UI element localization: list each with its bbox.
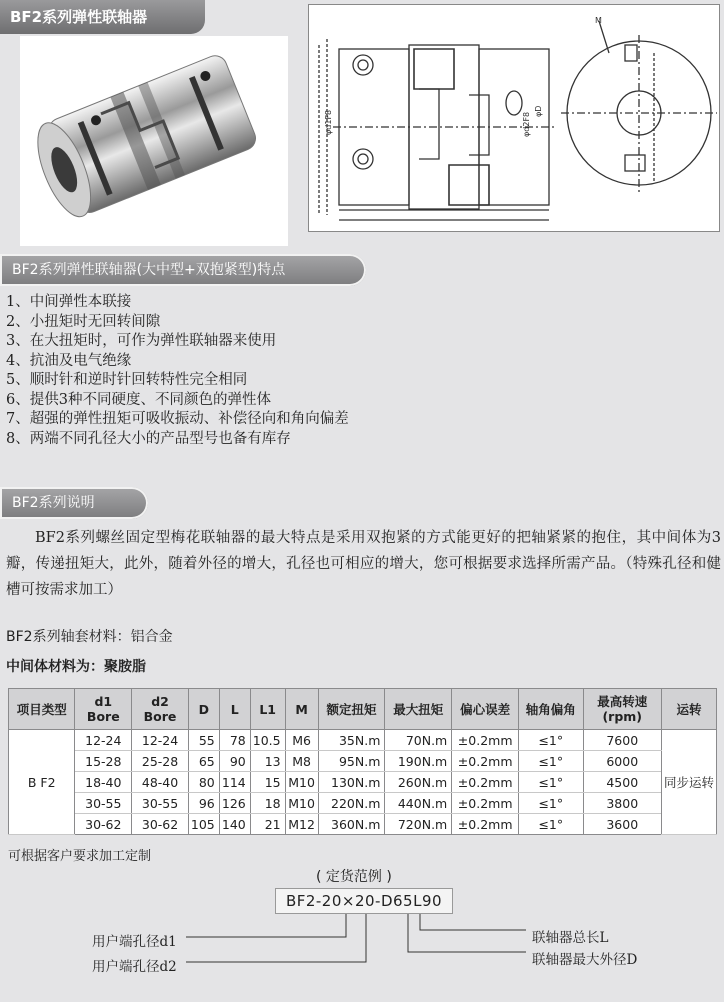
table-cell: 13 xyxy=(250,751,285,772)
page-title: BF2系列弹性联轴器 xyxy=(0,0,205,34)
col-header-part: d1 xyxy=(94,694,113,709)
annotation-L: 联轴器总长L xyxy=(532,930,609,946)
feature-item: 8、两端不同孔径大小的产品型号也备有库存 xyxy=(6,430,291,447)
table-cell: 35N.m xyxy=(318,730,385,751)
col-header-part: 最高转速 xyxy=(597,694,648,709)
table-cell: 96 xyxy=(188,793,219,814)
description-heading: BF2系列说明 xyxy=(0,487,148,519)
table-cell: 3600 xyxy=(583,814,661,835)
table-cell: 130N.m xyxy=(318,772,385,793)
features-heading: BF2系列弹性联轴器(大中型+双抱紧型)特点 xyxy=(0,254,366,286)
table-cell: 95N.m xyxy=(318,751,385,772)
table-cell: 105 xyxy=(188,814,219,835)
table-cell: 190N.m xyxy=(385,751,452,772)
table-cell: ±0.2mm xyxy=(452,793,519,814)
table-cell: ≤1° xyxy=(519,814,583,835)
custom-note: 可根据客户要求加工定制 xyxy=(8,849,152,864)
table-cell: M10 xyxy=(285,793,318,814)
table-cell: 15 xyxy=(250,772,285,793)
table-cell: 260N.m xyxy=(385,772,452,793)
description-text: BF2系列螺丝固定型梅花联轴器的最大特点是采用双抱紧的方式能更好的把轴紧紧的抱住，其中间体为3瓣，传递扭矩大，此外，随着外径的增大，孔径也可相应的增大，您可根据要求选择所需产品。（特殊孔径和健槽可按需求加工） xyxy=(6,530,721,598)
table-cell: 12-24 xyxy=(132,730,189,751)
table-cell: 30-62 xyxy=(75,814,132,835)
table-cell: 220N.m xyxy=(318,793,385,814)
annotation-D: 联轴器最大外径D xyxy=(532,952,638,968)
table-cell: ≤1° xyxy=(519,751,583,772)
table-cell: 10.5 xyxy=(250,730,285,751)
table-cell: M12 xyxy=(285,814,318,835)
table-cell: 18 xyxy=(250,793,285,814)
table-cell: 7600 xyxy=(583,730,661,751)
table-cell: 65 xyxy=(188,751,219,772)
table-cell: 55 xyxy=(188,730,219,751)
col-header-part: (rpm) xyxy=(602,709,643,724)
col-header: 运转 xyxy=(661,689,716,730)
type-cell: B F2 xyxy=(9,730,75,835)
feature-item: 4、抗油及电气绝缘 xyxy=(6,352,132,369)
col-header: 轴角偏角 xyxy=(519,689,583,730)
feature-item: 1、中间弹性本联接 xyxy=(6,294,132,310)
operation-cell: 同步运转 xyxy=(661,730,716,835)
table-cell: 360N.m xyxy=(318,814,385,835)
feature-item: 3、在大扭矩时，可作为弹性联轴器来使用 xyxy=(6,333,277,349)
annotation-d2: 用户端孔径d2 xyxy=(92,959,177,975)
drawing-label-d2: φd2F8 xyxy=(522,111,531,137)
feature-item: 2、小扭矩时无回转间隙 xyxy=(6,313,161,330)
table-cell: M8 xyxy=(285,751,318,772)
order-example-code: BF2-20×20-D65L90 xyxy=(275,888,453,914)
table-cell: ±0.2mm xyxy=(452,751,519,772)
col-header: L1 xyxy=(250,689,285,730)
table-cell: 114 xyxy=(219,772,250,793)
middle-material: 中间体材料为：聚胺脂 xyxy=(6,659,146,675)
drawing-label-m: M xyxy=(595,16,602,25)
table-cell: 720N.m xyxy=(385,814,452,835)
table-cell: 4500 xyxy=(583,772,661,793)
table-cell: ≤1° xyxy=(519,793,583,814)
table-cell: 15-28 xyxy=(75,751,132,772)
table-cell: 140 xyxy=(219,814,250,835)
table-cell: ±0.2mm xyxy=(452,772,519,793)
col-header: L xyxy=(219,689,250,730)
table-cell: 90 xyxy=(219,751,250,772)
table-cell: 30-62 xyxy=(132,814,189,835)
table-cell: 12-24 xyxy=(75,730,132,751)
table-cell: 126 xyxy=(219,793,250,814)
feature-item: 7、超强的弹性扭矩可吸收振动、补偿径向和角向偏差 xyxy=(6,411,349,427)
table-cell: 80 xyxy=(188,772,219,793)
table-cell: ±0.2mm xyxy=(452,730,519,751)
drawing-label-D: φD xyxy=(534,105,543,117)
table-cell: ≤1° xyxy=(519,772,583,793)
table-cell: 6000 xyxy=(583,751,661,772)
table-cell: 30-55 xyxy=(132,793,189,814)
annotation-d1: 用户端孔径d1 xyxy=(92,934,177,950)
col-header-part: Bore xyxy=(143,709,177,724)
table-cell: M10 xyxy=(285,772,318,793)
table-cell: ±0.2mm xyxy=(452,814,519,835)
table-cell: 30-55 xyxy=(75,793,132,814)
feature-item: 5、顺时针和逆时针回转特性完全相同 xyxy=(6,372,248,388)
feature-item: 6、提供3种不同硬度、不同颜色的弹性体 xyxy=(6,391,271,408)
col-header: 额定扭矩 xyxy=(318,689,385,730)
sleeve-material: BF2系列轴套材料：铝合金 xyxy=(6,629,173,645)
col-header: 最大扭矩 xyxy=(385,689,452,730)
table-cell: 25-28 xyxy=(132,751,189,772)
table-cell: 3800 xyxy=(583,793,661,814)
table-cell: 440N.m xyxy=(385,793,452,814)
col-header: 偏心误差 xyxy=(452,689,519,730)
col-header-part: d2 xyxy=(151,694,169,709)
table-cell: ≤1° xyxy=(519,730,583,751)
col-header: 项目类型 xyxy=(9,689,75,730)
table-cell: 70N.m xyxy=(385,730,452,751)
table-cell: 21 xyxy=(250,814,285,835)
col-header-part: Bore xyxy=(86,709,120,724)
drawing-label-d1: φd1F8 xyxy=(324,109,333,135)
order-example-title: ( 定货范例 ) xyxy=(316,869,392,885)
table-cell: 18-40 xyxy=(75,772,132,793)
table-cell: 48-40 xyxy=(132,772,189,793)
col-header: M xyxy=(285,689,318,730)
col-header: D xyxy=(188,689,219,730)
table-cell: M6 xyxy=(285,730,318,751)
table-cell: 78 xyxy=(219,730,250,751)
